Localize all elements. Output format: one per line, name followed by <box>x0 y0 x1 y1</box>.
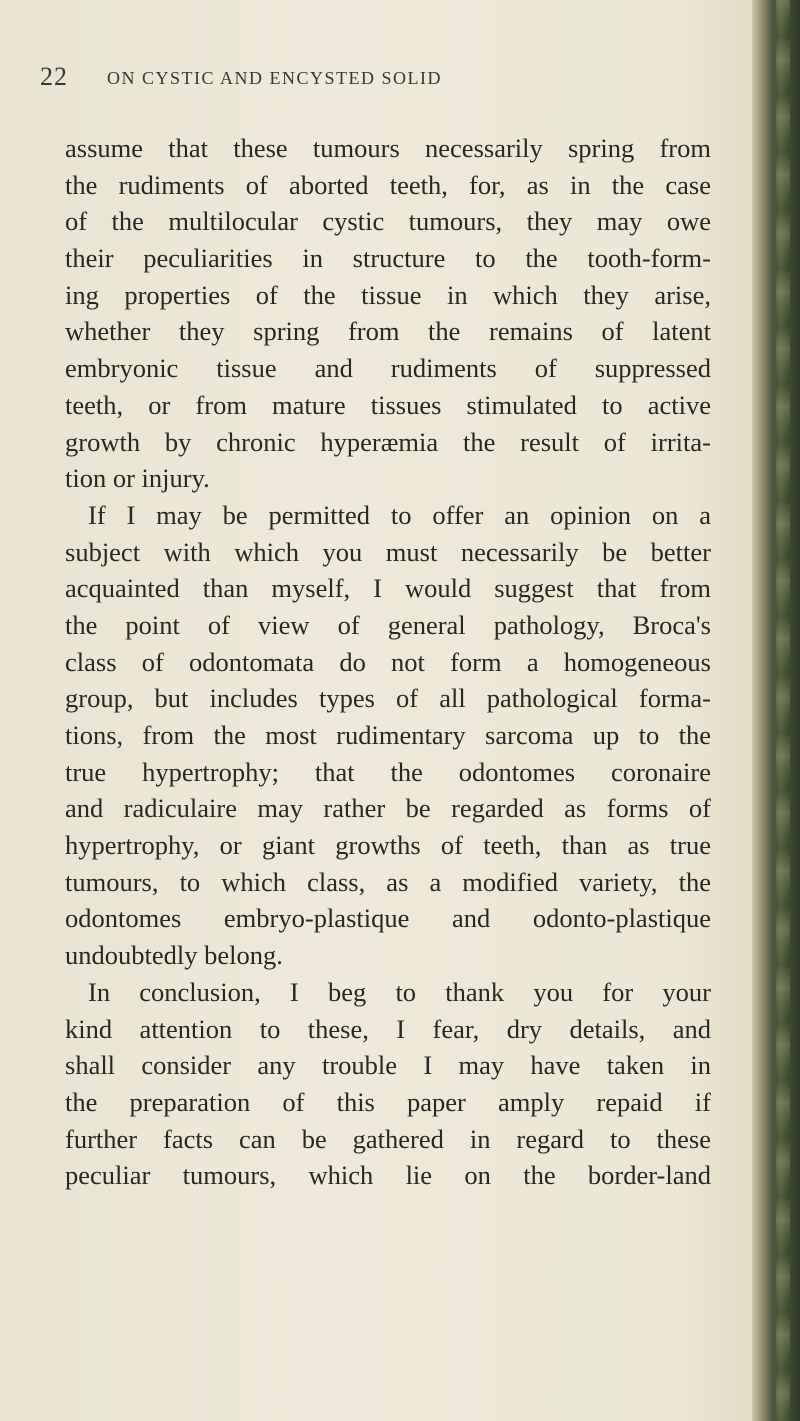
binding-texture <box>776 0 790 1421</box>
text-line: peculiar tumours, which lie on the border-land <box>65 1160 711 1191</box>
text-line: If I may be permitted to offer an opinion on a <box>88 499 711 530</box>
text-line: whether they spring from the remains of latent <box>65 316 711 347</box>
page-number: 22 <box>40 62 68 91</box>
text-line: subject with which you must necessarily be better <box>65 536 711 567</box>
text-line: hypertrophy, or giant growths of teeth, than as true <box>65 830 711 861</box>
text-line: tumours, to which class, as a modified variety, the <box>65 866 711 897</box>
text-line: growth by chronic hyperæmia the result of irrita- <box>65 426 711 457</box>
running-head: ON CYSTIC AND ENCYSTED SOLID <box>107 68 443 88</box>
text-line: shall consider any trouble I may have taken in <box>65 1050 711 1081</box>
text-line: undoubtedly belong. <box>65 940 283 971</box>
text-line: the point of view of general pathology, Broca's <box>65 609 711 640</box>
text-line: the rudiments of aborted teeth, for, as in the case <box>65 169 711 200</box>
text-line: acquainted than myself, I would suggest that from <box>65 573 711 604</box>
text-line: tion or injury. <box>65 463 210 494</box>
text-line: and radiculaire may rather be regarded as forms of <box>65 793 711 824</box>
text-line: group, but includes types of all pathological forma- <box>65 683 711 714</box>
text-line: ing properties of the tissue in which they arise, <box>65 279 711 310</box>
book-binding-edge <box>752 0 800 1421</box>
text-line: teeth, or from mature tissues stimulated to active <box>65 389 711 420</box>
text-line: tions, from the most rudimentary sarcoma up to the <box>65 720 711 750</box>
text-line: In conclusion, I beg to thank you for your <box>88 976 711 1007</box>
text-line: their peculiarities in structure to the tooth-form- <box>65 243 711 274</box>
body-text <box>65 130 711 1194</box>
text-line: true hypertrophy; that the odontomes coronaire <box>65 756 711 787</box>
text-line: of the multilocular cystic tumours, they may owe <box>65 206 711 237</box>
text-line: the preparation of this paper amply repaid if <box>65 1086 711 1117</box>
page-header <box>40 62 740 102</box>
text-line: kind attention to these, I fear, dry details, and <box>65 1013 711 1044</box>
text-line: assume that these tumours necessarily spring from <box>65 133 711 163</box>
text-line: embryonic tissue and rudiments of suppressed <box>65 353 711 384</box>
text-line: class of odontomata do not form a homogeneous <box>65 646 711 677</box>
text-line: odontomes embryo-plastique and odonto-plastique <box>65 903 711 934</box>
text-line: further facts can be gathered in regard to these <box>65 1123 711 1154</box>
